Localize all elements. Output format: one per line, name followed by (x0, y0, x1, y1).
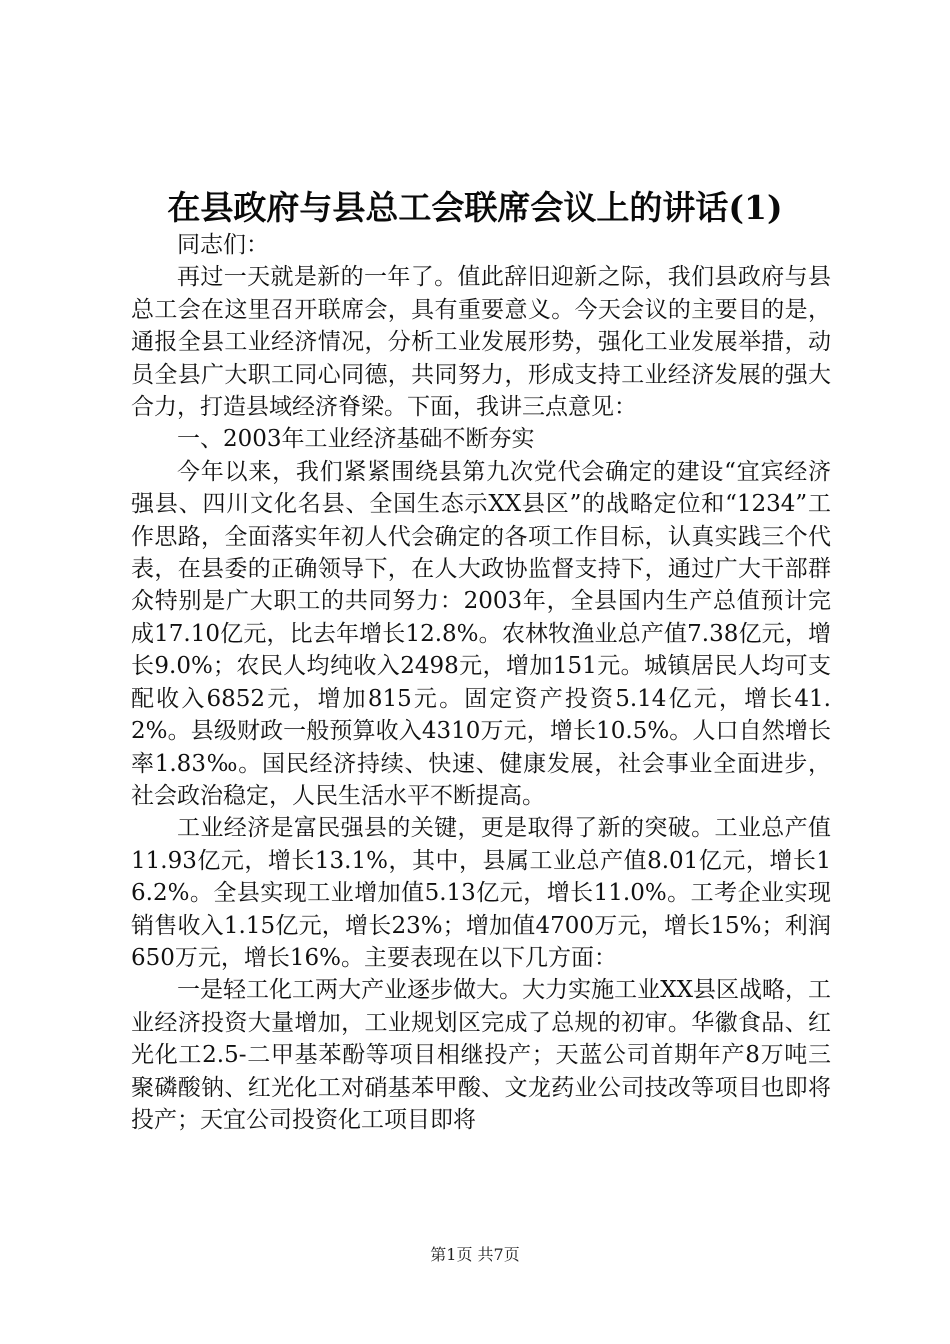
paragraph-industries-growth: 一是轻工化工两大产业逐步做大。大力实施工业XX县区战略，工业经济投资大量增加，工业规划区完成了总规的初审。华徽食品、红光化工2.5-二甲基苯酚等项目相继投产；天蓝公司首期年产8万吨三聚磷酸钠、红光化工对硝基苯甲酸、文龙药业公司技改等项目也即将投产；天宜公司投资化工项目即将 (131, 977, 831, 1133)
page-title: 在县政府与县总工会联席会议上的讲话(1) (167, 188, 783, 227)
page-footer: 第1页 共7页 (430, 1245, 520, 1264)
document-body (131, 229, 831, 1136)
paragraph-salutation: 同志们： (177, 232, 269, 258)
paragraph-economy-overview: 今年以来，我们紧紧围绕县第九次党代会确定的建设“宜宾经济强县、四川文化名县、全国生态示XX县区”的战略定位和“1234”工作思路，全面落实年初人代会确定的各项工作目标，认真实践三个代表，在县委的正确领导下，在人大政协监督支持下，通过广大干部群众特别是广大职工的共同努力：2003年，全县国内生产总值预计完成17.10亿元，比去年增长12.8%。农林牧渔业总产值7.38亿元，增长9.0%；农民人均纯收入2498元，增加151元。城镇居民人均可支配收入6852元，增加815元。固定资产投资5.14亿元，增长41.2%。县级财政一般预算收入4310万元，增长10.5%。人口自然增长率1.83‰。国民经济持续、快速、健康发展，社会事业全面进步，社会政治稳定，人民生活水平不断提高。 (131, 458, 831, 809)
paragraph-intro: 再过一天就是新的一年了。值此辞旧迎新之际，我们县政府与县总工会在这里召开联席会，具有重要意义。今天会议的主要目的是，通报全县工业经济情况，分析工业发展形势，强化工业发展举措，动员全县广大职工同心同德，共同努力，形成支持工业经济发展的强大合力，打造县域经济脊梁。下面，我讲三点意见： (131, 264, 831, 421)
section-heading: 一、2003年工业经济基础不断夯实 (177, 426, 535, 453)
paragraph-industry: 工业经济是富民强县的关键，更是取得了新的突破。工业总产值11.93亿元，增长13.1%，其中，县属工业总产值8.01亿元，增长16.2%。全县实现工业增加值5.13亿元，增长11.0%。工考企业实现销售收入1.15亿元，增长23%；增加值4700万元，增长15%；利润650万元，增长16%。主要表现在以下几方面： (131, 815, 831, 971)
